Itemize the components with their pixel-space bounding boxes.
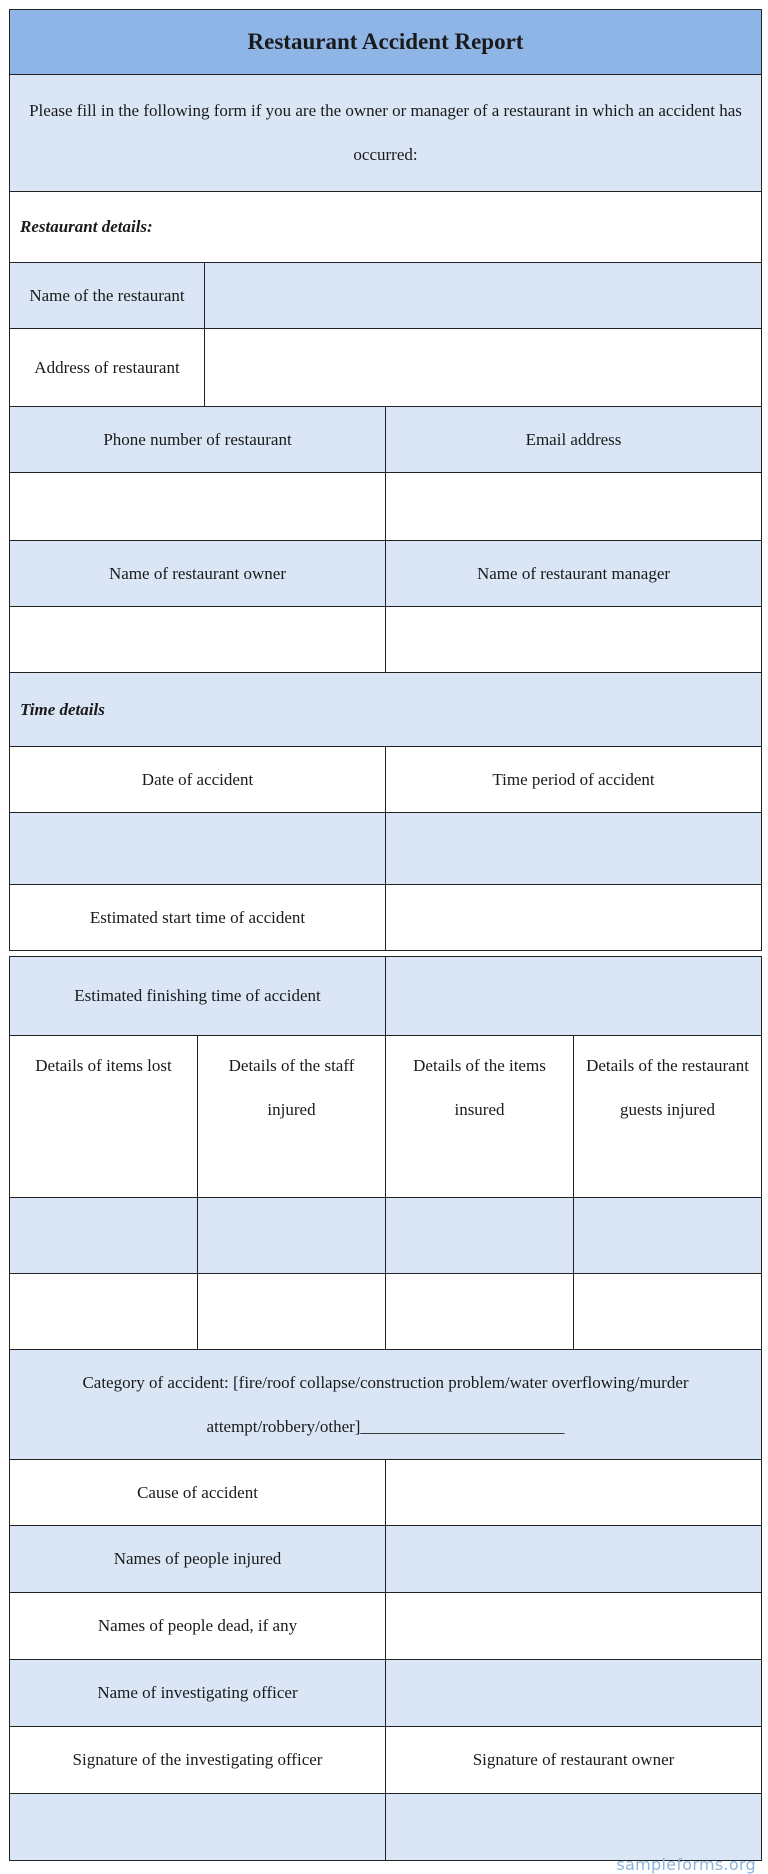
label-people-dead: Names of people dead, if any [10,1593,386,1660]
label-address-of-restaurant: Address of restaurant [10,329,205,407]
label-staff-injured: Details of the staff injured [198,1036,386,1198]
input-investigating-officer[interactable] [386,1660,762,1727]
form-title: Restaurant Accident Report [10,10,762,75]
label-items-insured: Details of the items insured [386,1036,574,1198]
input-items-lost-2[interactable] [10,1274,198,1350]
input-start-time[interactable] [386,885,762,951]
label-category-of-accident: Category of accident: [fire/roof collapse/construction problem/water overflowing/murder attempt/robbery/other]________________________ [10,1350,762,1460]
label-guests-injured: Details of the restaurant guests injured [574,1036,762,1198]
input-items-insured-2[interactable] [386,1274,574,1350]
input-people-injured[interactable] [386,1526,762,1593]
label-phone-number: Phone number of restaurant [10,407,386,473]
form-intro: Please fill in the following form if you are the owner or manager of a restaurant in which an accident has occurred: [10,75,762,192]
input-items-insured[interactable] [386,1198,574,1274]
input-guests-injured[interactable] [574,1198,762,1274]
input-finish-time[interactable] [386,957,762,1036]
input-staff-injured[interactable] [198,1198,386,1274]
label-investigating-officer: Name of investigating officer [10,1660,386,1727]
label-owner-signature: Signature of restaurant owner [386,1727,762,1794]
section-restaurant-details: Restaurant details: [10,192,762,263]
input-items-lost[interactable] [10,1198,198,1274]
input-owner-name[interactable] [10,607,386,673]
label-items-lost: Details of items lost [10,1036,198,1198]
label-cause: Cause of accident [10,1460,386,1526]
label-manager-name: Name of restaurant manager [386,541,762,607]
label-owner-name: Name of restaurant owner [10,541,386,607]
input-people-dead[interactable] [386,1593,762,1660]
input-address-of-restaurant[interactable] [205,329,762,407]
input-name-of-restaurant[interactable] [205,263,762,329]
input-manager-name[interactable] [386,607,762,673]
label-people-injured: Names of people injured [10,1526,386,1593]
form-table-bottom [9,956,762,1861]
label-officer-signature: Signature of the investigating officer [10,1727,386,1794]
section-time-details: Time details [10,673,762,747]
watermark: sampleforms.org [616,1855,756,1874]
input-phone-number[interactable] [10,473,386,541]
label-name-of-restaurant: Name of the restaurant [10,263,205,329]
input-staff-injured-2[interactable] [198,1274,386,1350]
label-email-address: Email address [386,407,762,473]
label-time-period: Time period of accident [386,747,762,813]
form-table-top [9,9,762,951]
input-time-period[interactable] [386,813,762,885]
label-finish-time: Estimated finishing time of accident [10,957,386,1036]
input-cause[interactable] [386,1460,762,1526]
input-owner-signature[interactable] [386,1794,762,1861]
label-start-time: Estimated start time of accident [10,885,386,951]
accident-report-form [9,9,761,1861]
input-email-address[interactable] [386,473,762,541]
input-guests-injured-2[interactable] [574,1274,762,1350]
input-date-of-accident[interactable] [10,813,386,885]
input-officer-signature[interactable] [10,1794,386,1861]
label-date-of-accident: Date of accident [10,747,386,813]
